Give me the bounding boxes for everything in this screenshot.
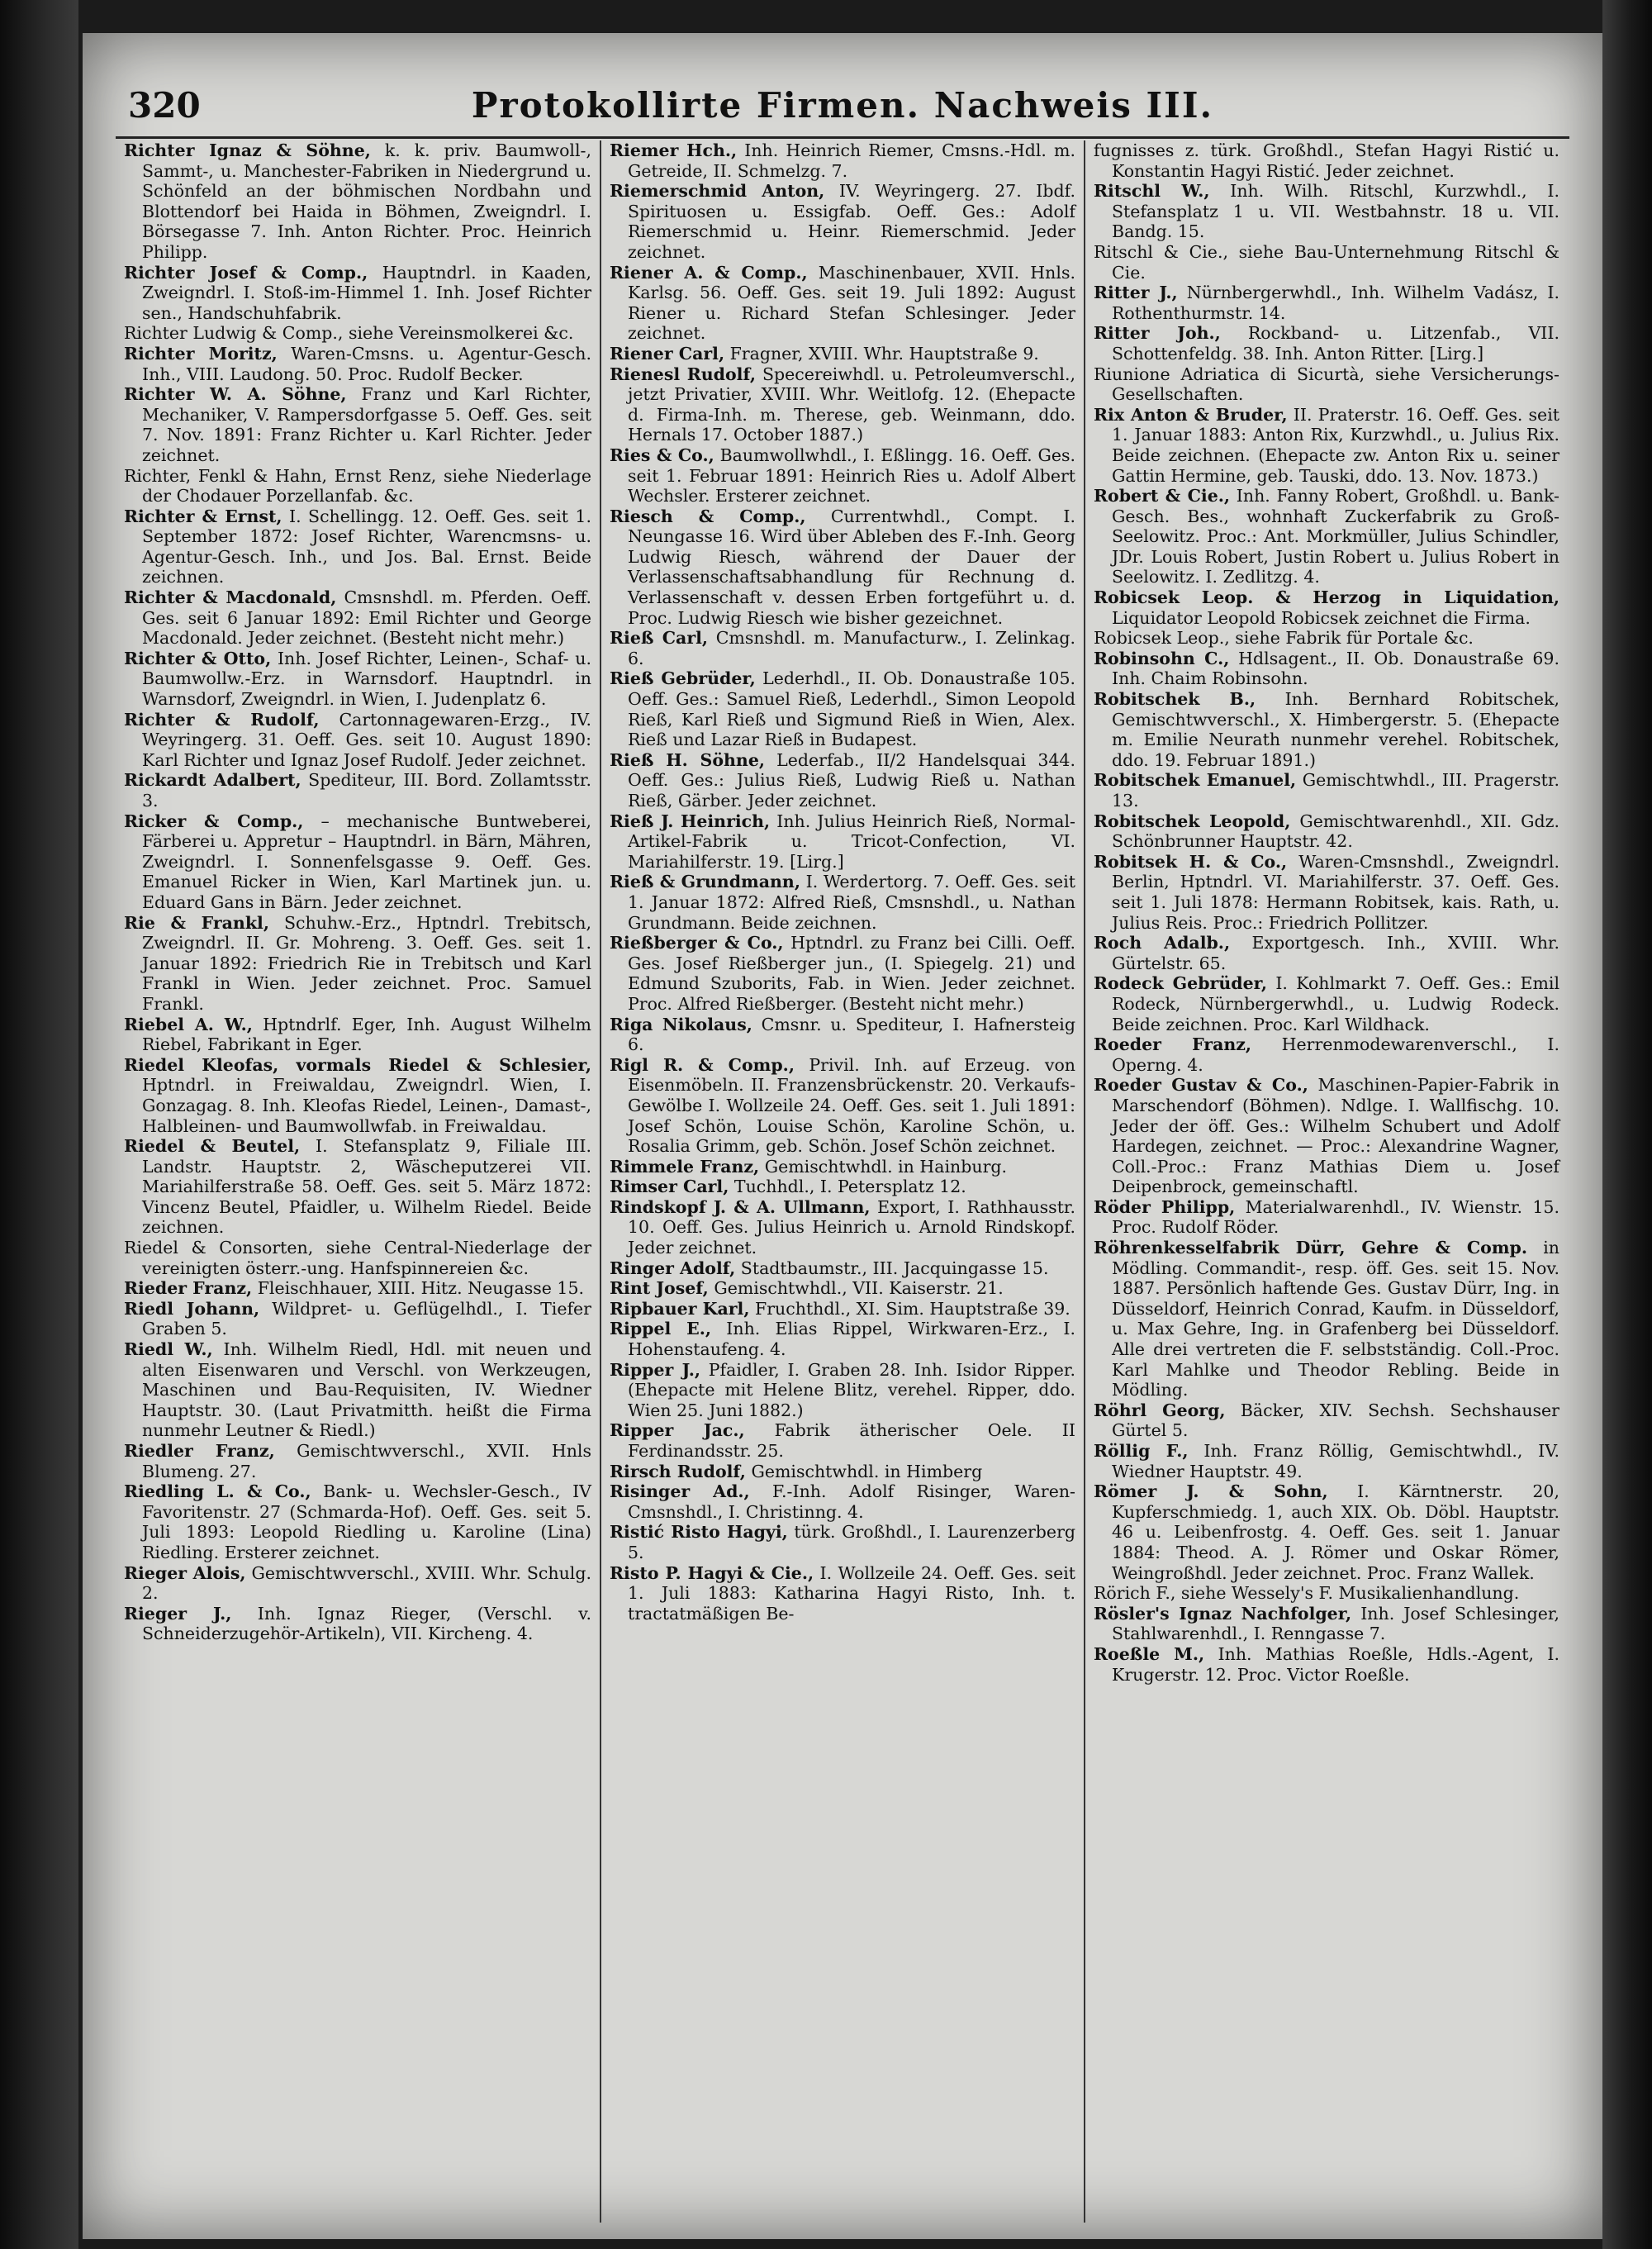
- directory-entry: [1094, 1400, 1559, 1441]
- directory-entry: [124, 1299, 591, 1339]
- directory-entry: [610, 750, 1075, 811]
- entry-details: Richter Ludwig & Comp., siehe Vereinsmolkerei &c.: [124, 323, 574, 344]
- directory-entry: [610, 811, 1075, 872]
- entry-details: Fleischhauer, XIII. Hitz. Neugasse 15.: [257, 1278, 585, 1299]
- directory-entry: [124, 1441, 591, 1481]
- text-columns: [116, 140, 1569, 2223]
- entry-details: Hptndrl. in Freiwaldau, Zweigndrl. Wien, I. Gonzagag. 8. Inh. Kleofas Riedel, Leinen-, Damast-, Halbleinen- und Baumwollwfab. in Freiwaldau.: [142, 1075, 591, 1136]
- column-3: [1084, 140, 1568, 2223]
- directory-entry: [1094, 140, 1559, 181]
- entry-details: Gemischtwhdl., III. Pragerstr. 13.: [1112, 770, 1559, 811]
- entry-details: Wildpret- u. Geflügelhdl., I. Tiefer Graben 5.: [142, 1298, 591, 1339]
- firm-name: Riemerschmid Anton,: [610, 181, 825, 202]
- directory-entry: [124, 1563, 591, 1604]
- directory-entry: [124, 140, 591, 263]
- firm-name: Robitschek B.,: [1094, 689, 1256, 710]
- directory-entry: [124, 1481, 591, 1562]
- entry-details: Fruchthdl., XI. Sim. Hauptstraße 39.: [755, 1298, 1070, 1319]
- firm-name: Richter Ignaz & Söhne,: [124, 140, 371, 160]
- firm-name: Riedler Franz,: [124, 1441, 275, 1461]
- entry-details: Gemischtwhdl., VII. Kaiserstr. 21.: [714, 1278, 1004, 1299]
- directory-entry: [1094, 628, 1559, 649]
- entry-details: Inh. Elias Rippel, Wirkwaren-Erz., I. Hohenstaufeng. 4.: [628, 1319, 1075, 1360]
- entry-details: Cmsnshdl. m. Manufacturw., I. Zelinkag. 6.: [628, 628, 1075, 668]
- firm-name: Riedel Kleofas, vormals Riedel & Schlesier,: [124, 1054, 591, 1075]
- entry-details: – mechanische Buntweberei, Färberei u. Appretur – Hauptndrl. in Bärn, Mähren, Zweigndrl. I. Sonnenfelsgasse 9. Oeff. Ges. Emanuel Ricker in Wien, Karl Martinek jun. u. Eduard Gans in Bärn. Jeder zeichnet.: [142, 811, 591, 912]
- entry-details: Gemischtwhdl. in Himberg: [751, 1461, 983, 1481]
- firm-name: Rie & Frankl,: [124, 912, 269, 933]
- directory-entry: [124, 1055, 591, 1136]
- firm-name: Riener A. & Comp.,: [610, 262, 808, 283]
- firm-name: Riemer Hch.,: [610, 140, 738, 160]
- firm-name: Röllig F.,: [1094, 1441, 1189, 1461]
- firm-name: Richter & Rudolf,: [124, 709, 320, 730]
- directory-entry: [610, 1258, 1075, 1279]
- firm-name: Rix Anton & Bruder,: [1094, 404, 1288, 425]
- entry-details: Hptndrl. zu Franz bei Cilli. Oeff. Ges. Josef Rießberger jun., (I. Spiegelg. 21) und Edmund Szuborits, Fab. in Wien. Jeder zeichnet. Proc. Alfred Rießberger. (Besteht nicht mehr.): [628, 933, 1075, 1014]
- firm-name: Rieder Franz,: [124, 1278, 253, 1299]
- firm-name: Risinger Ad.,: [610, 1481, 750, 1502]
- entry-details: Herrenmodewarenverschl., I. Operng. 4.: [1112, 1034, 1559, 1075]
- entry-details: I. Schellingg. 12. Oeff. Ges. seit 1. September 1872: Josef Richter, Warencmsns- u. Agentur-Gesch. Inh., und Jos. Bal. Ernst. Beide zeichnen.: [142, 506, 591, 587]
- entry-details: Gemischtwhdl. in Hainburg.: [764, 1156, 1008, 1177]
- directory-entry: [610, 1319, 1075, 1359]
- firm-name: Rieß Carl,: [610, 628, 709, 649]
- entry-details: Inh. Mathias Roeßle, Hdls.-Agent, I. Krugerstr. 12. Proc. Victor Roeßle.: [1112, 1643, 1559, 1685]
- firm-name: Robitschek Leopold,: [1094, 811, 1291, 831]
- entry-details: Bank- u. Wechsler-Gesch., IV Favoritenstr. 27 (Schmarda-Hof). Oeff. Ges. seit 5. Juli 1893: Leopold Riedling u. Karoline (Lina) Riedling. Ersterer zeichnet.: [142, 1481, 591, 1562]
- directory-entry: [1094, 405, 1559, 486]
- entry-details: II. Praterstr. 16. Oeff. Ges. seit 1. Januar 1883: Anton Rix, Kurzwhdl., u. Julius Rix. Beide zeichnen. (Ehepacte zw. Anton Rix u. seiner Gattin Hermine, geb. Tauski, ddo. 13. Nov. 1873.): [1112, 404, 1559, 486]
- entry-details: Inh. Bernhard Robitschek, Gemischtwverschl., X. Himbergerstr. 5. (Ehepacte m. Emilie Neurath nunmehr verehel. Robitschek, ddo. 19. Februar 1891.): [1112, 689, 1559, 770]
- entry-details: in Mödling. Commandit-, resp. öff. Ges. seit 15. Nov. 1887. Persönlich haftende Ges. Gustav Dürr, Ing. in Düsseldorf, Heinrich Conrad, Kaufm. in Düsseldorf, u. Max Gehre, Ing. in Grafenberg bei Düsseldorf. Alle drei vertreten die F. selbstständig. Coll.-Proc. Karl Mahlke und Theodor Rebling. Beide in Mödling.: [1112, 1238, 1559, 1400]
- directory-entry: [124, 1238, 591, 1278]
- directory-entry: [1094, 1034, 1559, 1075]
- entry-details: Tuchhdl., I. Petersplatz 12.: [733, 1177, 966, 1197]
- entry-details: Stadtbaumstr., III. Jacquingasse 15.: [740, 1258, 1049, 1278]
- entry-details: fugnisses z. türk. Großhdl., Stefan Hagyi Ristić u. Konstantin Hagyi Ristić. Jeder zeichnet.: [1094, 140, 1559, 181]
- entry-details: I. Stefansplatz 9, Filiale III. Landstr. Hauptstr. 2, Wäscheputzerei VII. Mariahilferstraße 58. Oeff. Ges. seit 5. März 1872: Vincenz Beutel, Pfaidler, u. Wilhelm Riedel. Beide zeichnen.: [142, 1136, 591, 1238]
- entry-details: Waren-Cmsnshdl., Zweigndrl. Berlin, Hptndrl. VI. Mariahilferstr. 37. Oeff. Ges. seit 1. Juli 1878: Hermann Robitsek, kais. Rath, u. Julius Reis. Proc.: Friedrich Pollitzer.: [1112, 851, 1559, 933]
- entry-details: Lederfab., II/2 Handelsquai 344. Oeff. Ges.: Julius Rieß, Ludwig Rieß u. Nathan Rieß, Gärber. Jeder zeichnet.: [628, 749, 1075, 811]
- entry-details: Riunione Adriatica di Sicurtà, siehe Versicherungs-Gesellschaften.: [1094, 364, 1559, 405]
- page-number: 320: [128, 85, 201, 126]
- directory-entry: [1094, 770, 1559, 811]
- directory-entry: [124, 384, 591, 465]
- directory-entry: [1094, 181, 1559, 242]
- entry-details: Inh. Wilh. Ritschl, Kurzwhdl., I. Stefansplatz 1 u. VII. Westbahnstr. 18 u. VII. Bandg. 15.: [1112, 181, 1559, 242]
- entry-details: Rörich F., siehe Wessely's F. Musikalienhandlung.: [1094, 1583, 1520, 1604]
- entry-details: Baumwollwhdl., I. Eßlingg. 16. Oeff. Ges. seit 1. Februar 1891: Heinrich Ries u. Adolf Albert Wechsler. Ersterer zeichnet.: [628, 445, 1075, 506]
- firm-name: Rirsch Rudolf,: [610, 1461, 746, 1481]
- firm-name: Ries & Co.,: [610, 445, 714, 465]
- directory-entry: [1094, 689, 1559, 770]
- directory-entry: [1094, 1644, 1559, 1685]
- entry-details: türk. Großhdl., I. Laurenzerberg 5.: [628, 1522, 1075, 1562]
- firm-name: Rint Josef,: [610, 1278, 709, 1299]
- directory-entry: [1094, 486, 1559, 587]
- firm-name: Rimser Carl,: [610, 1177, 729, 1197]
- entry-details: Hptndrlf. Eger, Inh. August Wilhelm Riebel, Fabrikant in Eger.: [142, 1014, 591, 1055]
- firm-name: Riedl W.,: [124, 1339, 213, 1360]
- directory-entry: [610, 1360, 1075, 1421]
- directory-page: [83, 33, 1602, 2239]
- firm-name: Robitsek H. & Co.,: [1094, 851, 1288, 872]
- directory-entry: [1094, 1481, 1559, 1583]
- firm-name: Richter Josef & Comp.,: [124, 262, 368, 283]
- entry-details: I. Kärntnerstr. 20, Kupferschmiedg. 1, auch XIX. Ob. Döbl. Hauptstr. 46 u. Leibenfrostg. 4. Oeff. Ges. seit 1. Januar 1884: Theod. A. J. Römer und Oskar Römer, Weingroßhdl. Jeder zeichnet. Proc. Franz Wallek.: [1112, 1481, 1559, 1583]
- firm-name: Röhrenkesselfabrik Dürr, Gehre & Comp.: [1094, 1238, 1527, 1258]
- firm-name: Rieß H. Söhne,: [610, 749, 765, 770]
- directory-entry: [124, 710, 591, 771]
- directory-entry: [610, 1197, 1075, 1258]
- directory-entry: [1094, 649, 1559, 689]
- entry-details: Currentwhdl., Compt. I. Neungasse 16. Wird über Ableben des F.-Inh. Georg Ludwig Riesch, während der Dauer der Verlassenschaftsabhandlung für Rechnung d. Verlassenschaft v. dessen Erben fortgeführt u. d. Proc. Ludwig Riesch wie bisher gezeichnet.: [628, 506, 1075, 628]
- column-2: [600, 140, 1084, 2223]
- firm-name: Ricker & Comp.,: [124, 811, 304, 831]
- firm-name: Riedl Johann,: [124, 1298, 260, 1319]
- entry-details: Bäcker, XIV. Sechsh. Sechshauser Gürtel 5.: [1112, 1400, 1559, 1441]
- directory-entry: [1094, 1197, 1559, 1238]
- directory-entry: [610, 1462, 1075, 1482]
- page-header: [116, 78, 1569, 139]
- firm-name: Rieß & Grundmann,: [610, 872, 800, 892]
- firm-name: Riesch & Comp.,: [610, 506, 806, 526]
- directory-entry: [610, 668, 1075, 749]
- firm-name: Richter Moritz,: [124, 343, 278, 364]
- firm-name: Robitschek Emanuel,: [1094, 770, 1297, 791]
- directory-entry: [1094, 283, 1559, 323]
- firm-name: Rießberger & Co.,: [610, 933, 784, 953]
- directory-entry: [1094, 1441, 1559, 1481]
- entry-details: Cartonnagewaren-Erzg., IV. Weyringerg. 31. Oeff. Ges. seit 10. August 1890: Karl Richter und Ignaz Josef Rudolf. Jeder zeichnet.: [142, 709, 591, 770]
- directory-entry: [1094, 1238, 1559, 1400]
- entry-details: Lederhdl., II. Ob. Donaustraße 105. Oeff. Ges.: Samuel Rieß, Lederhdl., Simon Leopold Rieß, Karl Rieß und Sigmund Rieß in Wien, Alex. Rieß und Lazar Rieß in Budapest.: [628, 668, 1075, 750]
- directory-entry: [124, 587, 591, 649]
- directory-entry: [1094, 1604, 1559, 1644]
- firm-name: Robicsek Leop. & Herzog in Liquidation,: [1094, 587, 1559, 608]
- directory-entry: [1094, 242, 1559, 283]
- directory-entry: [1094, 587, 1559, 628]
- directory-entry: [124, 811, 591, 913]
- directory-entry: [610, 1299, 1075, 1319]
- firm-name: Richter & Macdonald,: [124, 587, 337, 608]
- directory-entry: [124, 649, 591, 710]
- directory-entry: [610, 181, 1075, 262]
- directory-entry: [610, 1420, 1075, 1461]
- entry-details: I. Wollzeile 24. Oeff. Ges. seit 1. Juli 1883: Katharina Hagyi Risto, Inh. t. tractatmäßigen Be-: [628, 1562, 1075, 1624]
- firm-name: Rieger J.,: [124, 1603, 232, 1624]
- directory-entry: [610, 344, 1075, 364]
- firm-name: Rodeck Gebrüder,: [1094, 973, 1268, 994]
- firm-name: Roeder Franz,: [1094, 1034, 1252, 1055]
- directory-entry: [124, 1015, 591, 1055]
- firm-name: Rigl R. & Comp.,: [610, 1054, 795, 1075]
- entry-details: Richter, Fenkl & Hahn, Ernst Renz, siehe Niederlage der Chodauer Porzellanfab. &c.: [124, 465, 591, 506]
- directory-entry: [124, 770, 591, 811]
- entry-details: Inh. Fanny Robert, Großhdl. u. Bank-Gesch. Bes., wohnhaft Zuckerfabrik zu Groß-Seelowitz. Proc.: Ant. Morkmüller, Julius Schindler, JDr. Louis Robert, Justin Robert u. Julius Robert in Seelowitz. I. Zedlitzg. 4.: [1112, 486, 1559, 587]
- entry-details: Franz und Karl Richter, Mechaniker, V. Rampersdorfgasse 5. Oeff. Ges. seit 7. Nov. 1891: Franz Richter u. Karl Richter. Jeder zeichnet.: [142, 384, 591, 465]
- directory-entry: [1094, 1075, 1559, 1197]
- entry-details: Maschinenbauer, XVII. Hnls. Karlsg. 56. Oeff. Ges. seit 19. Juli 1892: August Riener u. Richard Stefan Schlesinger. Jeder zeichnet.: [628, 262, 1075, 344]
- firm-name: Rieger Alois,: [124, 1562, 246, 1583]
- directory-entry: [610, 140, 1075, 181]
- entry-details: Cmsnr. u. Spediteur, I. Hafnersteig 6.: [628, 1014, 1075, 1055]
- firm-name: Röder Philipp,: [1094, 1196, 1236, 1217]
- entry-details: Exportgesch. Inh., XVIII. Whr. Gürtelstr. 65.: [1112, 933, 1559, 973]
- directory-entry: [610, 364, 1075, 445]
- directory-entry: [610, 933, 1075, 1014]
- firm-name: Rickardt Adalbert,: [124, 770, 301, 791]
- directory-entry: [124, 913, 591, 1015]
- firm-name: Roeßle M.,: [1094, 1643, 1205, 1664]
- firm-name: Riebel A. W.,: [124, 1014, 253, 1034]
- directory-entry: [610, 445, 1075, 506]
- entry-details: Liquidator Leopold Robicsek zeichnet die Firma.: [1112, 607, 1531, 628]
- firm-name: Ritter J.,: [1094, 283, 1178, 303]
- entry-details: Inh. Franz Röllig, Gemischtwhdl., IV. Wiedner Hauptstr. 49.: [1112, 1441, 1559, 1481]
- firm-name: Robinsohn C.,: [1094, 648, 1230, 668]
- firm-name: Ringer Adolf,: [610, 1258, 736, 1278]
- directory-entry: [124, 323, 591, 344]
- directory-entry: [610, 872, 1075, 933]
- firm-name: Riedel & Beutel,: [124, 1136, 301, 1157]
- directory-entry: [610, 263, 1075, 344]
- entry-details: Gemischtwarenhdl., XII. Gdz. Schönbrunner Hauptstr. 42.: [1112, 811, 1559, 852]
- firm-name: Riga Nikolaus,: [610, 1014, 752, 1034]
- firm-name: Rindskopf J. & A. Ullmann,: [610, 1196, 871, 1217]
- entry-details: IV. Weyringerg. 27. Ibdf. Spirituosen u. Essigfab. Oeff. Ges.: Adolf Riemerschmid u. Heinr. Riemerschmid. Jeder zeichnet.: [628, 181, 1075, 262]
- entry-details: Inh. Julius Heinrich Rieß, Normal-Artikel-Fabrik u. Tricot-Confection, VI. Mariahilferstr. 19. [Lirg.]: [628, 811, 1075, 872]
- firm-name: Rösler's Ignaz Nachfolger,: [1094, 1603, 1352, 1624]
- book-edge-right: [1602, 0, 1652, 2249]
- directory-entry: [610, 506, 1075, 629]
- column-1: [116, 140, 600, 2223]
- firm-name: Ripper J.,: [610, 1359, 701, 1380]
- entry-details: Pfaidler, I. Graben 28. Inh. Isidor Ripper. (Ehepacte mit Helene Blitz, verehel. Ripper, ddo. Wien 25. Juni 1882.): [628, 1359, 1075, 1420]
- directory-entry: [610, 1055, 1075, 1157]
- directory-entry: [1094, 973, 1559, 1034]
- firm-name: Richter & Ernst,: [124, 506, 282, 526]
- directory-entry: [124, 466, 591, 506]
- entry-details: Privil. Inh. auf Erzeug. von Eisenmöbeln. II. Franzensbrückenstr. 20. Verkaufs-Gewölbe I. Wollzeile 24. Oeff. Ges. seit 1. Juli 1891: Josef Schön, Louise Schön, Karoline Schön, u. Rosalia Grimm, geb. Schön. Josef Schön zeichnet.: [628, 1054, 1076, 1157]
- entry-details: Inh. Josef Richter, Leinen-, Schaf- u. Baumwollw.-Erz. in Warnsdorf. Hauptndrl. in Warnsdorf, Zweigndrl. in Wien, I. Judenplatz 6.: [142, 648, 591, 710]
- entry-details: I. Kohlmarkt 7. Oeff. Ges.: Emil Rodeck, Nürnbergerwhdl., u. Ludwig Rodeck. Beide zeichnen. Proc. Karl Wildhack.: [1112, 973, 1559, 1034]
- entry-details: F.-Inh. Adolf Risinger, Waren-Cmsnshdl., I. Christinng. 4.: [628, 1481, 1075, 1522]
- entry-details: Maschinen-Papier-Fabrik in Marschendorf (Böhmen). Ndlge. I. Wallfischg. 10. Jeder der öff. Ges.: Wilhelm Schubert und Adolf Hardegen, zeichnet. — Proc.: Alexandrine Wagner, Coll.-Proc.: Franz Mathias Diem u. Josef Deipenbrock, gemeinschaftl.: [1112, 1075, 1559, 1197]
- entry-details: Specereiwhdl. u. Petroleumverschl., jetzt Privatier, XVIII. Whr. Weitlofg. 12. (Ehepacte d. Firma-Inh. m. Therese, geb. Weinmann, ddo. Hernals 17. October 1887.): [628, 364, 1075, 445]
- entry-details: Cmsnshdl. m. Pferden. Oeff. Ges. seit 6 Januar 1892: Emil Richter und George Macdonald. Jeder zeichnet. (Besteht nicht mehr.): [142, 587, 591, 649]
- firm-name: Roch Adalb.,: [1094, 933, 1231, 953]
- entry-details: k. k. priv. Baumwoll-, Sammt-, u. Manchester-Fabriken in Niedergrund u. Schönfeld an der böhmischen Nordbahn und Blottendorf bei Haida in Böhmen, Zweigndrl. I. Börsegasse 7. Inh. Anton Richter. Proc. Heinrich Philipp.: [142, 140, 591, 262]
- entry-details: Schuhw.-Erz., Hptndrl. Trebitsch, Zweigndrl. II. Gr. Mohreng. 3. Oeff. Ges. seit 1. Januar 1892: Friedrich Rie in Trebitsch und Karl Frankl in Wien. Jeder zeichnet. Proc. Samuel Frankl.: [142, 912, 591, 1014]
- directory-entry: [124, 1136, 591, 1238]
- directory-entry: [1094, 852, 1559, 933]
- directory-entry: [610, 1278, 1075, 1299]
- entry-details: Spediteur, III. Bord. Zollamtsstr. 3.: [142, 770, 591, 811]
- directory-entry: [610, 1481, 1075, 1522]
- entry-details: Inh. Ignaz Rieger, (Verschl. v. Schneiderzugehör-Artikeln), VII. Kircheng. 4.: [142, 1603, 591, 1644]
- entry-details: Export, I. Rathhausstr. 10. Oeff. Ges. Julius Heinrich u. Arnold Rindskopf. Jeder zeichnet.: [628, 1196, 1075, 1258]
- book-edge-left: [0, 0, 78, 2249]
- directory-entry: [124, 1339, 591, 1441]
- entry-details: Gemischtwverschl., XVII. Hnls Blumeng. 27.: [142, 1441, 591, 1481]
- entry-details: Hauptndrl. in Kaaden, Zweigndrl. I. Stoß-im-Himmel 1. Inh. Josef Richter sen., Handschuhfabrik.: [142, 262, 591, 323]
- entry-details: Nürnbergerwhdl., Inh. Wilhelm Vadász, I. Rothenthurmstr. 14.: [1112, 283, 1559, 323]
- entry-details: Ritschl & Cie., siehe Bau-Unternehmung Ritschl & Cie.: [1094, 241, 1559, 283]
- entry-details: Riedel & Consorten, siehe Central-Niederlage der vereinigten österr.-ung. Hanfspinnereien &c.: [124, 1238, 591, 1278]
- firm-name: Rieß Gebrüder,: [610, 668, 756, 689]
- firm-name: Richter W. A. Söhne,: [124, 384, 347, 405]
- entry-details: Inh. Josef Schlesinger, Stahlwarenhdl., I. Renngasse 7.: [1112, 1603, 1559, 1644]
- entry-details: Gemischtwverschl., XVIII. Whr. Schulg. 2.: [142, 1562, 591, 1604]
- entry-details: Inh. Wilhelm Riedl, Hdl. mit neuen und alten Eisenwaren und Verschl. von Werkzeugen, Maschinen und Bau-Requisiten, IV. Wiedner Hauptstr. 30. (Laut Privatmitth. heißt die Firma nunmehr Leutner & Riedl.): [142, 1339, 591, 1441]
- firm-name: Ritschl W.,: [1094, 181, 1210, 202]
- firm-name: Roeder Gustav & Co.,: [1094, 1075, 1308, 1096]
- firm-name: Röhrl Georg,: [1094, 1400, 1226, 1420]
- directory-entry: [124, 1278, 591, 1299]
- firm-name: Rimmele Franz,: [610, 1156, 760, 1177]
- page-title: Protokollirte Firmen. Nachweis III.: [471, 85, 1214, 126]
- directory-entry: [610, 628, 1075, 668]
- firm-name: Richter & Otto,: [124, 648, 272, 668]
- directory-entry: [610, 1177, 1075, 1197]
- directory-entry: [610, 1522, 1075, 1562]
- entry-details: I. Werdertorg. 7. Oeff. Ges. seit 1. Januar 1872: Alfred Rieß, Cmsnshdl., u. Nathan Grundmann. Beide zeichnen.: [628, 872, 1075, 933]
- entry-details: Fragner, XVIII. Whr. Hauptstraße 9.: [729, 343, 1039, 364]
- directory-entry: [124, 344, 591, 384]
- firm-name: Risto P. Hagyi & Cie.,: [610, 1562, 814, 1583]
- directory-entry: [610, 1015, 1075, 1055]
- firm-name: Rippel E.,: [610, 1319, 712, 1339]
- entry-details: Materialwarenhdl., IV. Wienstr. 15. Proc. Rudolf Röder.: [1112, 1196, 1559, 1238]
- directory-entry: [1094, 933, 1559, 973]
- firm-name: Ritter Joh.,: [1094, 323, 1221, 344]
- directory-entry: [124, 506, 591, 587]
- firm-name: Riener Carl,: [610, 343, 725, 364]
- directory-entry: [124, 263, 591, 324]
- directory-entry: [1094, 811, 1559, 852]
- firm-name: Rieß J. Heinrich,: [610, 811, 771, 831]
- firm-name: Riedling L. & Co.,: [124, 1481, 311, 1502]
- entry-details: Rockband- u. Litzenfab., VII. Schottenfeldg. 38. Inh. Anton Ritter. [Lirg.]: [1112, 323, 1560, 364]
- entry-details: Robicsek Leop., siehe Fabrik für Portale &c.: [1094, 628, 1474, 649]
- firm-name: Römer J. & Sohn,: [1094, 1481, 1328, 1502]
- firm-name: Ripper Jac.,: [610, 1420, 745, 1441]
- firm-name: Rienesl Rudolf,: [610, 364, 756, 384]
- directory-entry: [1094, 1583, 1559, 1604]
- directory-entry: [610, 1157, 1075, 1177]
- entry-details: Inh. Heinrich Riemer, Cmsns.-Hdl. m. Getreide, II. Schmelzg. 7.: [628, 140, 1075, 181]
- firm-name: Robert & Cie.,: [1094, 486, 1231, 506]
- directory-entry: [1094, 364, 1559, 405]
- directory-entry: [610, 1563, 1075, 1624]
- entry-details: Hdlsagent., II. Ob. Donaustraße 69. Inh. Chaim Robinsohn.: [1112, 648, 1559, 689]
- directory-entry: [124, 1604, 591, 1644]
- directory-entry: [1094, 323, 1559, 364]
- firm-name: Ristić Risto Hagyi,: [610, 1522, 788, 1543]
- firm-name: Ripbauer Karl,: [610, 1298, 750, 1319]
- entry-details: Fabrik ätherischer Oele. II Ferdinandsstr. 25.: [628, 1420, 1075, 1461]
- entry-details: Waren-Cmsns. u. Agentur-Gesch. Inh., VIII. Laudong. 50. Proc. Rudolf Becker.: [142, 343, 591, 384]
